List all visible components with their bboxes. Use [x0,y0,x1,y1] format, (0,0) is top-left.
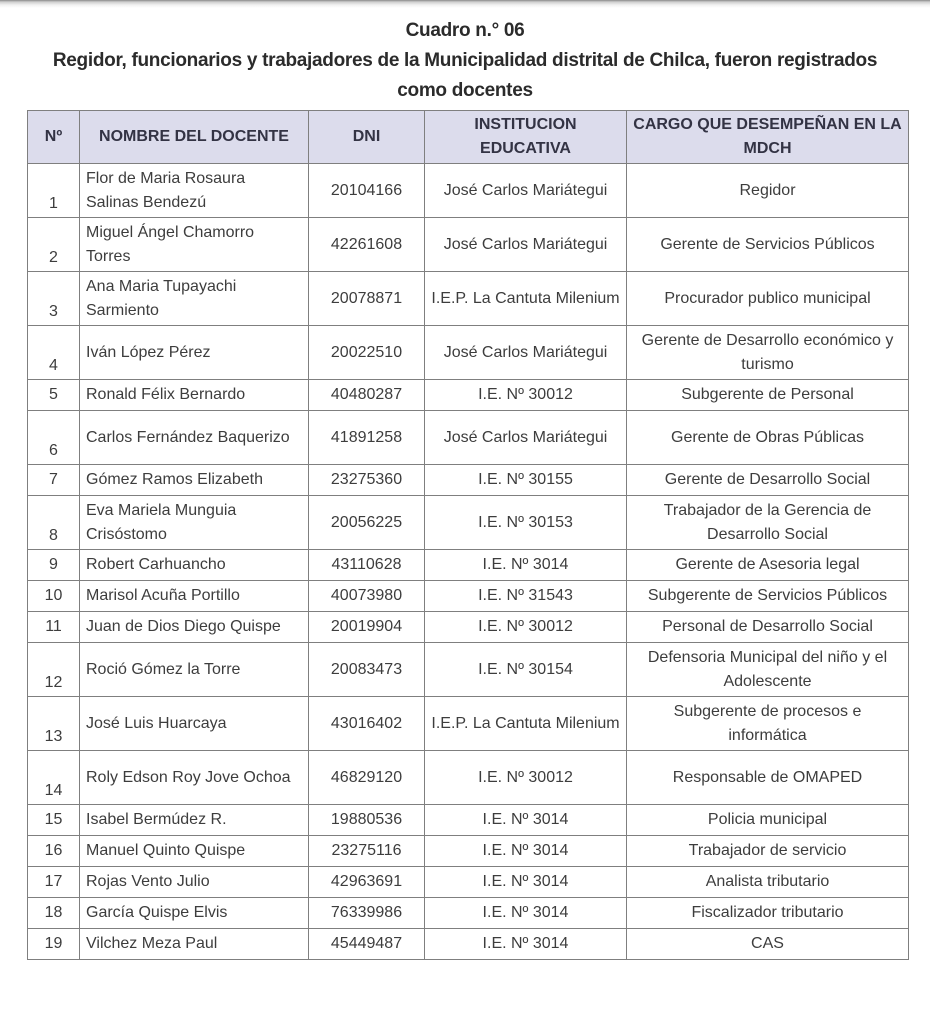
header-name: NOMBRE DEL DOCENTE [80,111,309,164]
scan-top-edge [0,0,930,8]
position-title: Responsable de OMAPED [627,751,909,805]
teacher-name: Iván López Pérez [80,326,309,380]
dni-value: 43016402 [309,697,425,751]
position-title: Trabajador de la Gerencia de Desarrollo Social [627,496,909,550]
dni-value: 43110628 [309,550,425,581]
institution-name: I.E. Nº 3014 [425,867,627,898]
row-number: 16 [28,836,80,867]
dni-value: 40073980 [309,581,425,612]
row-number: 8 [28,496,80,550]
teacher-name: Manuel Quinto Quispe [80,836,309,867]
institution-name: José Carlos Mariátegui [425,326,627,380]
row-number: 19 [28,929,80,960]
institution-name: José Carlos Mariátegui [425,411,627,465]
row-number: 10 [28,581,80,612]
table-row [28,581,909,612]
table-row [28,496,909,550]
table-row [28,836,909,867]
table-header-row [28,111,909,164]
dni-value: 42963691 [309,867,425,898]
docentes-table [27,110,909,960]
table-row [28,929,909,960]
institution-name: I.E. Nº 30012 [425,751,627,805]
teacher-name: Flor de Maria Rosaura Salinas Bendezú [80,164,309,218]
position-title: Personal de Desarrollo Social [627,612,909,643]
position-title: Subgerente de Personal [627,380,909,411]
institution-name: José Carlos Mariátegui [425,164,627,218]
position-title: Defensoria Municipal del niño y el Adolescente [627,643,909,697]
table-row [28,612,909,643]
row-number: 13 [28,697,80,751]
dni-value: 45449487 [309,929,425,960]
position-title: Trabajador de servicio [627,836,909,867]
table-title-continued: como docentes [397,80,533,101]
teacher-name: Rojas Vento Julio [80,867,309,898]
position-title: Gerente de Servicios Públicos [627,218,909,272]
teacher-name: Ana Maria Tupayachi Sarmiento [80,272,309,326]
table-row [28,550,909,581]
teacher-name: Roly Edson Roy Jove Ochoa [80,751,309,805]
position-title: Policia municipal [627,805,909,836]
dni-value: 19880536 [309,805,425,836]
table-row [28,326,909,380]
position-title: CAS [627,929,909,960]
table-row [28,411,909,465]
position-title: Gerente de Desarrollo económico y turismo [627,326,909,380]
table-row [28,697,909,751]
institution-name: I.E. Nº 3014 [425,805,627,836]
teacher-name: Roció Gómez la Torre [80,643,309,697]
institution-name: I.E. Nº 3014 [425,836,627,867]
table-row [28,164,909,218]
row-number: 2 [28,218,80,272]
row-number: 5 [28,380,80,411]
table-row [28,805,909,836]
dni-value: 23275360 [309,465,425,496]
table-row [28,898,909,929]
header-number: Nº [28,111,80,164]
row-number: 3 [28,272,80,326]
table-row [28,380,909,411]
institution-name: José Carlos Mariátegui [425,218,627,272]
teacher-name: García Quispe Elvis [80,898,309,929]
teacher-name: Vilchez Meza Paul [80,929,309,960]
row-number: 6 [28,411,80,465]
institution-name: I.E. Nº 30155 [425,465,627,496]
position-title: Gerente de Asesoria legal [627,550,909,581]
row-number: 18 [28,898,80,929]
institution-name: I.E. Nº 30012 [425,380,627,411]
dni-value: 20056225 [309,496,425,550]
teacher-name: Marisol Acuña Portillo [80,581,309,612]
teacher-name: Juan de Dios Diego Quispe [80,612,309,643]
teacher-name: Eva Mariela Munguia Crisóstomo [80,496,309,550]
teacher-name: Carlos Fernández Baquerizo [80,411,309,465]
teacher-name: José Luis Huarcaya [80,697,309,751]
position-title: Fiscalizador tributario [627,898,909,929]
table-row [28,218,909,272]
institution-name: I.E. Nº 30154 [425,643,627,697]
dni-value: 20022510 [309,326,425,380]
table-title: Regidor, funcionarios y trabajadores de la Municipalidad distrital de Chilca, fueron registrados [52,50,878,71]
row-number: 1 [28,164,80,218]
institution-name: I.E. Nº 31543 [425,581,627,612]
table-caption: Cuadro n.° 06 [405,20,525,41]
dni-value: 20019904 [309,612,425,643]
dni-value: 20104166 [309,164,425,218]
institution-name: I.E.P. La Cantuta Milenium [425,272,627,326]
row-number: 15 [28,805,80,836]
institution-name: I.E. Nº 30012 [425,612,627,643]
teacher-name: Robert Carhuancho [80,550,309,581]
dni-value: 41891258 [309,411,425,465]
table-row [28,751,909,805]
position-title: Gerente de Desarrollo Social [627,465,909,496]
teacher-name: Gómez Ramos Elizabeth [80,465,309,496]
institution-name: I.E. Nº 3014 [425,550,627,581]
position-title: Subgerente de Servicios Públicos [627,581,909,612]
header-dni: DNI [309,111,425,164]
header-institution: INSTITUCION EDUCATIVA [425,111,627,164]
dni-value: 20083473 [309,643,425,697]
dni-value: 23275116 [309,836,425,867]
dni-value: 46829120 [309,751,425,805]
institution-name: I.E.P. La Cantuta Milenium [425,697,627,751]
position-title: Subgerente de procesos e informática [627,697,909,751]
table-row [28,465,909,496]
row-number: 14 [28,751,80,805]
row-number: 4 [28,326,80,380]
dni-value: 42261608 [309,218,425,272]
row-number: 9 [28,550,80,581]
position-title: Procurador publico municipal [627,272,909,326]
dni-value: 40480287 [309,380,425,411]
dni-value: 76339986 [309,898,425,929]
position-title: Gerente de Obras Públicas [627,411,909,465]
row-number: 12 [28,643,80,697]
position-title: Regidor [627,164,909,218]
teacher-name: Isabel Bermúdez R. [80,805,309,836]
teacher-name: Miguel Ángel Chamorro Torres [80,218,309,272]
institution-name: I.E. Nº 3014 [425,898,627,929]
row-number: 17 [28,867,80,898]
institution-name: I.E. Nº 3014 [425,929,627,960]
table-row [28,272,909,326]
dni-value: 20078871 [309,272,425,326]
header-position: CARGO QUE DESEMPEÑAN EN LA MDCH [627,111,909,164]
table-row [28,643,909,697]
teacher-name: Ronald Félix Bernardo [80,380,309,411]
position-title: Analista tributario [627,867,909,898]
table-row [28,867,909,898]
row-number: 11 [28,612,80,643]
row-number: 7 [28,465,80,496]
institution-name: I.E. Nº 30153 [425,496,627,550]
